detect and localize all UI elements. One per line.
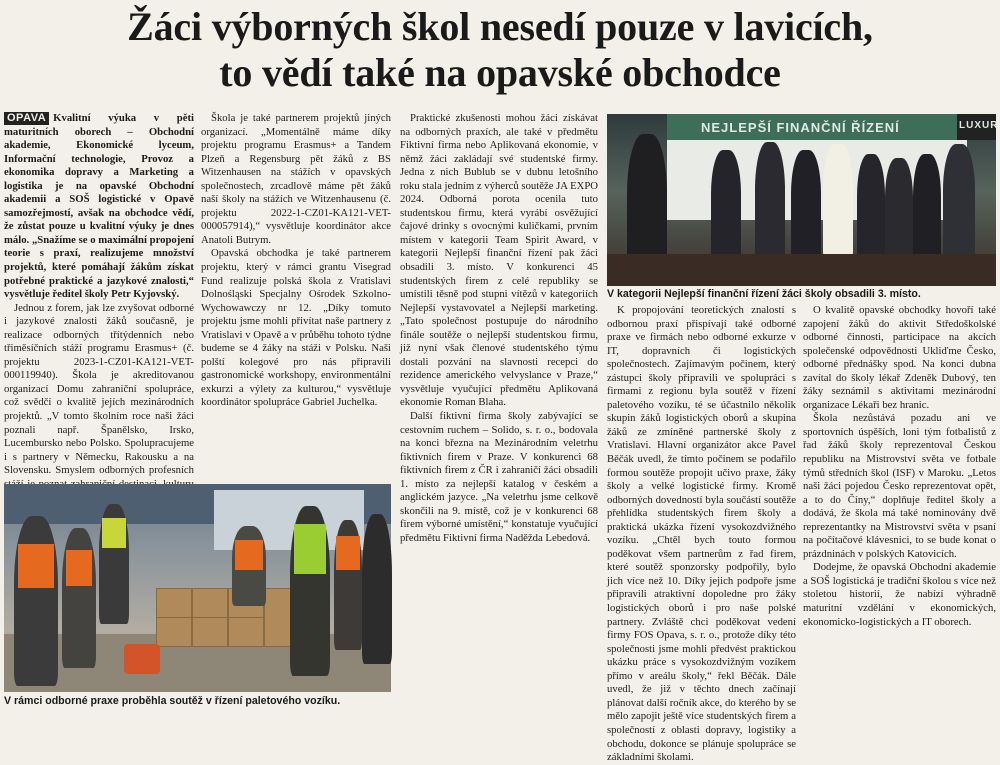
photo1-caption: V rámci odborné praxe proběhla soutěž v řízení paletového vozíku.: [4, 695, 341, 707]
body-paragraph-4: Praktické zkušenosti mohou žáci získávat na odborných praxích, ale také v předmětu Fiktivní firma nebo Aplikovaná ekonomie, v němž žáci zakládají své studentské firmy. Jedna z nich Bublub se v dubnu letošního roku stala jedním z výherců soutěže JA EXPO 2024. Odborná porota ocenila tuto studentskou firmu, která vyrábí osvěžující čajové drinky s ovocnými kuličkami, prvním místem v kategorii Team Spirit Award, v kategorii Nejlepší finanční řízení pak žáci obsadili 3. místo. V konkurenci 45 studentských firem z celé republiky se umístili těsně pod stupni vítězů v kategoriích Nejlepší vystavovatel a Nejlepší marketing. „Tato společnost postupuje do národního finále soutěže o nejlepší studentskou firmu, již nyní však členové studentského týmu dostali pozvání na slavnosti recepci do rezidence amerického velvyslance v Praze,“ vysvětluje vyučující předmětu Aplikovaná ekonomie Roman Blaha.: [400, 112, 598, 409]
body-paragraph-3: Opavská obchodka je také partnerem projektu, který v rámci grantu Visegrad Fund realizuje polská škola z Vratislavi Dolnośląski Specjalny Ośrodek Szkolno-Wychowawczy nr 12. „Díky tomuto projektu jsme mohli přivítat naše partnery z Vratislavi v Opavě a v průběhu tohoto týdne budeme se 4 žáky na stáži v Polsku. Naši polští kolegové pro nás připravili gastronomické workshopy, environmentální exkurzi a výlety za kulturou,“ vysvětluje koordinátor spolupráce Gabriel Juchelka.: [201, 247, 391, 409]
body-paragraph-5: Další fiktivní firma školy zabývající se cestovním ruchem – Solido, s. r. o., bodovala na konci března na Mezinárodním veletrhu fiktivních firem v Praze. V konkurenci 68 fiktivních firem z ČR i zahraničí žáci obsadili 1. místo za nejlepší katalog v českém a anglickém jazyce. „Na veletrhu jsme celkově skončili na 9. místě, což je v konkurenci 68 firem výborné umístění,“ konstatuje vyučující předmětu Fiktivní firma Naděžda Lebedová.: [400, 410, 598, 544]
lead-text: Kvalitní výuka v pěti maturitních oborech – Obchodní akademie, Ekonomické lyceum, Informační technologie, Provoz a ekonomika dopravy a Marketing a logistika je na opavské Obchodní akademii a SOŠ logistické v Opavě samozřejmostí, avšak na obchodce vědí, že zůstat pouze u kvalitní výuky je dnes málo. „Snažíme se o maximální propojení teorie s praxí, realizujeme množství projektů, které pomáhají žákům získat potřebné praktické a jazykové znalosti,“ vysvětluje ředitel školy Petr Kyjovský.: [4, 112, 194, 301]
body-paragraph-7: O kvalitě opavské obchodky hovoří také zapojení žáků do aktivit Středoškolské odborné činnosti, participace na akcích společenské odpovědnosti Ukliďme Česko, odborné přednášky spod. Na konci dubna zavítal do školy lékař Zdeněk Dubový, ten žáky seznámil s aktivitami mezinárodní organizace Lékaři bez hranic.: [803, 304, 996, 411]
lead-paragraph: [4, 112, 194, 302]
pallet-truck-photo: [4, 484, 391, 692]
body-paragraph-8: Škola nezůstává pozadu ani ve sportovních úspěších, loni tým fotbalistů z řad žáků školy reprezentoval Českou republiku na Mistrovství světa ve fotbale týmů středních škol (ISF) v Maroku. „Letos naši žáci pojedou Česko reprezentovat opět, a to do Číny,“ doplňuje ředitel školy a dodává, že škola má také nominovány dvě reprezentantky na Mistrovství světa v psaní na počítačové klávesnici, to se bude konat o prázdninách v polských Katovicích.: [803, 412, 996, 560]
award-ceremony-photo: [607, 114, 999, 286]
photo2-caption: V kategorii Nejlepší finanční řízení žáci školy obsadili 3. místo.: [607, 288, 921, 300]
headline-line-1: Žáci výborných škol nesedí pouze v lavicích,: [127, 4, 873, 49]
location-kicker: OPAVA: [4, 112, 49, 125]
column-3: [400, 112, 598, 712]
headline: [0, 4, 1000, 96]
column-5: [803, 304, 996, 712]
body-paragraph-9: Dodejme, že opavská Obchodní akademie a SOŠ logistická je tradiční školou s více než stoletou historií, že nabízí výhradně maturitní vzdělání v ekonomických, ekonomicko-logistických a IT oborech.: [803, 561, 996, 628]
body-paragraph-1: Jednou z forem, jak lze zvyšovat odborné i jazykové znalosti žáků současně, je realizace odborných třítýdenních nebo třiměsíčních stáží programu Erasmus+ (č. projektu 2023-1-CZ01-KA121-VET-000119940). Škola je akreditovanou organizací Domu zahraniční spolupráce, což svědčí o kvalitě jejích mezinárodních projektů. „V tomto školním roce naši žáci poznali např. Španělsko, Irsko, Lucembursko nebo Polsko. Spolupracujeme i s partnery v Německu, Rakousku a na Slovensku. Smyslem odborných profesních: [4, 301, 194, 477]
body-paragraph-2: Škola je také partnerem projektů jiných organizací. „Momentálně máme díky projektu programu Erasmus+ a Tandem Plzeň a Regensburg pět žáků z BS Witzenhausen na stážích v opavských společnostech, zrcadlově máme pět žáků naší školy na stážích ve Witzenhausenu (č. projektu 2022-1-CZ01-KA121-VET-000057914),“ vysvětluje koordinátor akce Anatoli Butrym.: [201, 112, 391, 246]
column-1: [4, 112, 194, 482]
body-paragraph-6: K propojování teoretických znalostí s odbornou praxí přispívají také odborné praxe ve firmách nebo odborné exkurze v IT, dopravních či logistických společnostech. Zajímavým počinem, který zástupci školy připravili ve spolupráci s firmami z regionu byla soutěž v řízení paletového vozíku, té se účastnilo několik skupin žáků logistických oborů a skupina žáků ze zmíněné partnerské školy z Vratislavi. Hlavní organizátor akce Pavel Běčák uvedl, že tímto počinem se podařilo formou soutěže propojit učivo praxe, žáky školy a velké logistické firmy. Kromě odborných dovedností byla součástí soutěže přehlídka studentských firem školy a praktická ukázka řízení vysokozdvižného vozíku. „Chtěl bych touto formou poděkovat všem partnerům z řad firem, které soutěž sponzorsky podpořily, bylo jich více než 10. Díky jejich podpoře jsme připravili atraktivní dopoledne pro žáky logistických oborů i pro naše polské partnery. Zvláště chci poděkovat vedení firmy FOS Opava, s. r. o., protože díky této společnosti jsme mohli předvést praktickou ukázku práce s vysokozdvižným vozíkem přímo v areálu školy,“ řekl Běčák. Dále uvedl, že již v těchto dnech začínají plánovat další ročník akce, do kterého by se mělo zapojit ještě více studentských firem a společností z oblasti dopravy, logistiky a obchodu, dokonce se plánuje spolupráce se základními školami.: [607, 304, 796, 764]
stage-banner-right-text: LUXUR: [959, 120, 999, 131]
column-4: [607, 304, 796, 764]
headline-line-2: to vědí také na opavské obchodce: [219, 50, 781, 95]
column-2: [201, 112, 391, 482]
stage-banner-text: NEJLEPŠÍ FINANČNÍ ŘÍZENÍ: [701, 120, 900, 135]
